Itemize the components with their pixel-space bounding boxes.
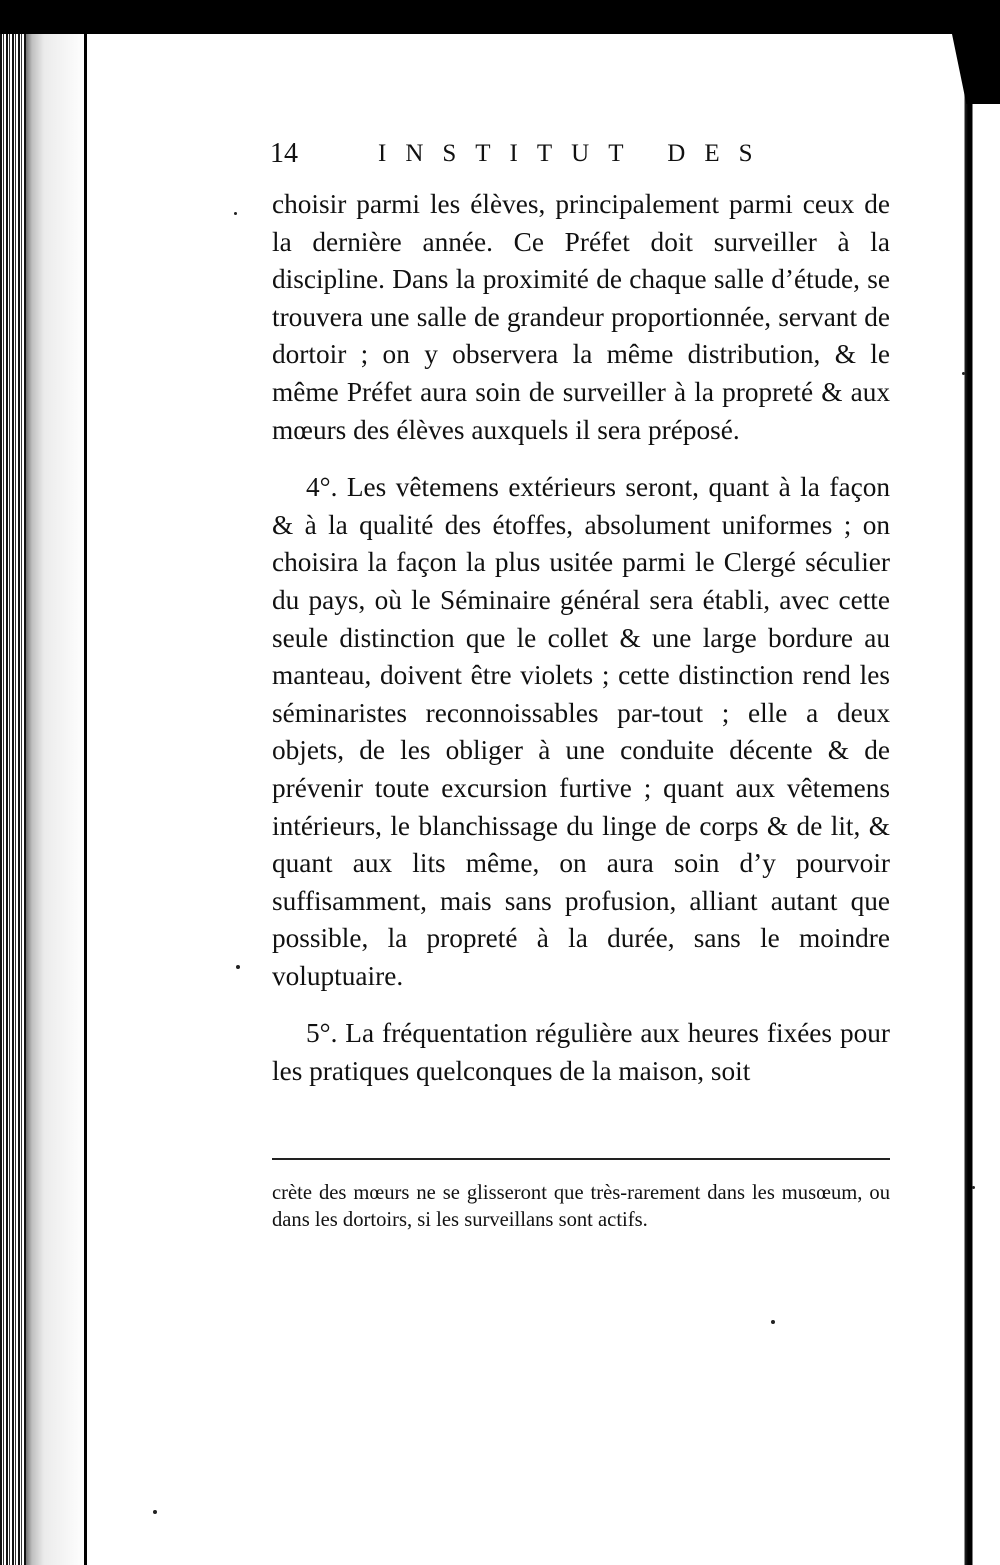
scan-speck (153, 1510, 157, 1514)
running-head-title: INSTITUT DES (378, 140, 772, 167)
main-text (272, 186, 890, 1091)
paragraph-continuation: choisir parmi les élèves, principalement parmi ceux de la dernière année. Ce Préfet doit surveiller à la discipline. Dans la proximité de chaque salle d’étude, se trouvera une salle de grandeur proportionnée, servant de dortoir ; on y observera la même distribution, & le même Préfet aura soin de surveiller à la propreté & aux mœurs des élèves auxquels il sera préposé. (272, 189, 890, 445)
scan-speck (962, 372, 965, 375)
paragraph-item-5: 5°. La fréquentation régulière aux heures fixées pour les pratiques quelconques de la maison, soit (272, 1018, 890, 1087)
page-left-shadow-line (84, 34, 87, 1565)
scan-speck (234, 212, 237, 215)
scan-top-border (0, 0, 1000, 34)
scan-speck (236, 965, 240, 969)
footnote-divider (272, 1158, 890, 1160)
page-number: 14 (270, 138, 298, 169)
paragraph-item-4: 4°. Les vêtemens extérieurs seront, quant à la façon & à la qualité des étoffes, absolument uniformes ; on choisira la façon la plus usitée parmi le Clergé séculier du pays, où le Séminaire général sera établi, avec cette seule distinction que le collet & une large bordure au manteau, doivent être violets ; cette distinction rend les séminaristes reconnoissables par-tout ; elle a deux objets, de les obliger à une conduite décente & de prévenir toute excursion furtive ; quant aux vêtemens intérieurs, le blanchissage du linge de corps & de lit, & quant aux lits même, on aura soin d’y pourvoir suffisamment, mais sans profusion, alliant autant que possible, la propreté à la durée, sans le moindre voluptuaire. (272, 472, 890, 991)
footnote-text: crète des mœurs ne se glisseront que très-rarement dans les musœum, ou dans les dortoirs, si les surveillans sont actifs. (272, 1182, 890, 1231)
running-head (270, 138, 890, 188)
scan-speck (771, 1320, 775, 1324)
footnote (272, 1180, 890, 1234)
scan-speck (972, 1186, 975, 1189)
book-spine-edge (0, 34, 26, 1565)
scan-right-border (958, 34, 1000, 1565)
